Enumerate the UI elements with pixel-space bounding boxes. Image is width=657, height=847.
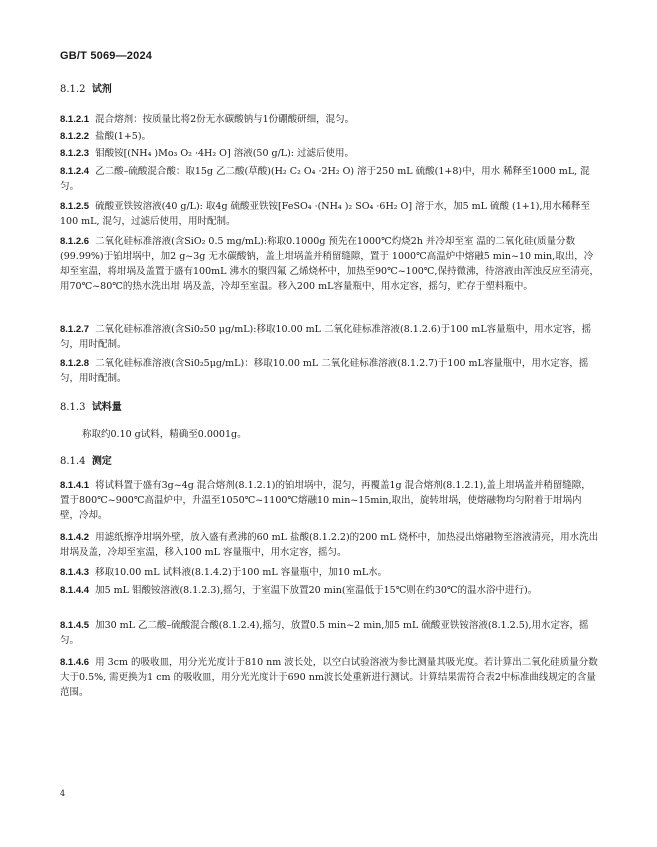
clause-text: 加5 mL 钼酸铵溶液(8.1.2.3),摇匀，于室温下放置20 min(室温低于15℃则在约30℃的温水浴中进行)。: [95, 585, 538, 596]
clause-number: 8.1.2.8: [60, 358, 90, 369]
clause-text: 硫酸亚铁铵溶液(40 g/L): 取4g 硫酸亚铁铵[FeSO₄ ·(NH₄ )₂ SO₄ ·6H₂ O] 溶于水，加5 mL 硫酸 (1+1),用水稀释至100 mL, 混匀，过滤后使用，用时配制。: [60, 201, 590, 227]
section-number: 8.1.4: [60, 456, 86, 467]
clause-text: 混合熔剂：按质量比将2份无水碳酸钠与1份硼酸研细，混匀。: [95, 114, 355, 125]
clause-number: 8.1.2.2: [60, 131, 90, 142]
clause-8-1-2-8: [60, 356, 600, 386]
clause-8-1-2-3: [60, 146, 600, 161]
clause-8-1-2-7: [60, 322, 600, 352]
clause-8-1-4-3: [60, 565, 600, 580]
page-number: 4: [60, 789, 66, 798]
clause-number: 8.1.4.2: [60, 532, 90, 543]
clause-text: 用滤纸擦净坩埚外壁，放入盛有煮沸的60 mL 盐酸(8.1.2.2)的200 mL 烧杯中，加热浸出熔融物至溶液清亮，用水洗出坩埚及盖，冷却至室温，移入100 mL 容量瓶中，用水定容，摇匀。: [60, 532, 599, 558]
clause-8-1-2-5: [60, 199, 600, 229]
clause-8-1-4-6: [60, 655, 600, 700]
clause-text: 二氧化硅标准溶液(含Si0₂5μg/mL)：移取10.00 mL 二氧化硅标准溶液(8.1.2.7)于100 mL容量瓶中，用水定容，摇匀，用时配制。: [60, 358, 589, 384]
clause-number: 8.1.4.1: [60, 480, 90, 491]
section-number: 8.1.2: [60, 84, 86, 95]
sample-amount-text: 称取约0.10 g试料，精确至0.0001g。: [82, 429, 247, 440]
section-number: 8.1.3: [60, 402, 86, 413]
clause-number: 8.1.4.6: [60, 657, 90, 668]
clause-8-1-2-2: [60, 129, 600, 144]
clause-text: 加30 mL 乙二酸–硫酸混合酸(8.1.2.4),摇匀，放置0.5 min~2 min,加5 mL 硫酸亚铁铵溶液(8.1.2.5),用水定容，摇匀。: [60, 620, 589, 646]
clause-text: 乙二酸–硫酸混合酸：取15g 乙二酸(草酸)(H₂ C₂ O₄ ·2H₂ O) 溶于250 mL 硫酸(1+8)中，用水 稀释至1000 mL, 混匀。: [60, 166, 590, 192]
clause-8-1-4-4: [60, 583, 600, 598]
clause-number: 8.1.4.4: [60, 585, 90, 596]
clause-number: 8.1.2.1: [60, 114, 90, 125]
clause-8-1-4-1: [60, 478, 600, 523]
clause-8-1-2-4: [60, 164, 600, 194]
section-8-1-2: [60, 83, 112, 97]
clause-8-1-2-1: [60, 112, 600, 127]
clause-8-1-4-5: [60, 618, 600, 648]
section-title: 试料量: [91, 402, 122, 413]
clause-text: 盐酸(1+5)。: [95, 131, 152, 142]
clause-number: 8.1.2.6: [60, 236, 90, 247]
clause-number: 8.1.4.5: [60, 620, 90, 631]
section-8-1-4: [60, 455, 112, 469]
clause-text: 移取10.00 mL 试料液(8.1.4.2)于100 mL 容量瓶中，加10 mL水。: [95, 567, 388, 578]
clause-text: 用 3cm 的吸收皿，用分光光度计于810 nm 波长处，以空白试验溶液为参比测量其吸光度。若计算出二氧化硅质量分数大于0.5%, 需更换为1 cm 的吸收皿，用分光光度计于690 nm波长处重新进行测试。计算结果需符合表2中标准曲线规定的含量范围。: [60, 657, 598, 698]
section-title: 试剂: [91, 84, 112, 95]
clause-number: 8.1.2.5: [60, 201, 90, 212]
clause-number: 8.1.4.3: [60, 567, 90, 578]
clause-number: 8.1.2.7: [60, 324, 90, 335]
standard-header: GB/T 5069—2024: [60, 50, 153, 62]
clause-text: 二氧化硅标准溶液(含SiO₂ 0.5 mg/mL):称取0.1000g 预先在1000℃灼烧2h 并冷却至室 温的二氧化硅(质量分数(99.99%)于铂坩埚中，加2 g~3g 无水碳酸钠，盖上坩埚盖并稍留缝隙，置于 1000℃高温炉中熔融5 min~10 min,取出，冷却至室温，将坩埚及盖置于盛有100mL 沸水的聚四氟 乙烯烧杯中，加热至90℃~100℃,保持微沸，待溶液由浑浊反应至清亮，用70℃~80℃的热水洗出坩 埚及盖，冷却至室温。移入200 mL容量瓶中，用水定容，摇匀，贮存于塑料瓶中。: [60, 236, 599, 292]
clause-text: 钼酸铵[(NH₄ )Mo₃ O₂ ·4H₂ O] 溶液(50 g/L): 过滤后使用。: [95, 148, 355, 159]
clause-number: 8.1.2.4: [60, 166, 90, 177]
clause-8-1-2-6: [60, 234, 600, 294]
section-8-1-3: [60, 401, 122, 415]
section-title: 测定: [91, 456, 112, 467]
clause-number: 8.1.2.3: [60, 148, 90, 159]
clause-8-1-4-2: [60, 530, 600, 560]
clause-text: 二氧化硅标准溶液(含Si0₂50 μg/mL):移取10.00 mL 二氧化硅标准溶液(8.1.2.6)于100 mL容量瓶中，用水定容，摇匀，用时配制。: [60, 324, 592, 350]
clause-text: 将试料置于盛有3g~4g 混合熔剂(8.1.2.1)的铂坩埚中，混匀，再覆盖1g 混合熔剂(8.1.2.1),盖上坩埚盖并稍留缝隙，置于800℃~900℃高温炉中，升温至1050℃~1100℃熔融10 min~15min,取出，旋转坩埚，使熔融物均匀附着于坩埚内壁，冷却。: [60, 480, 591, 521]
